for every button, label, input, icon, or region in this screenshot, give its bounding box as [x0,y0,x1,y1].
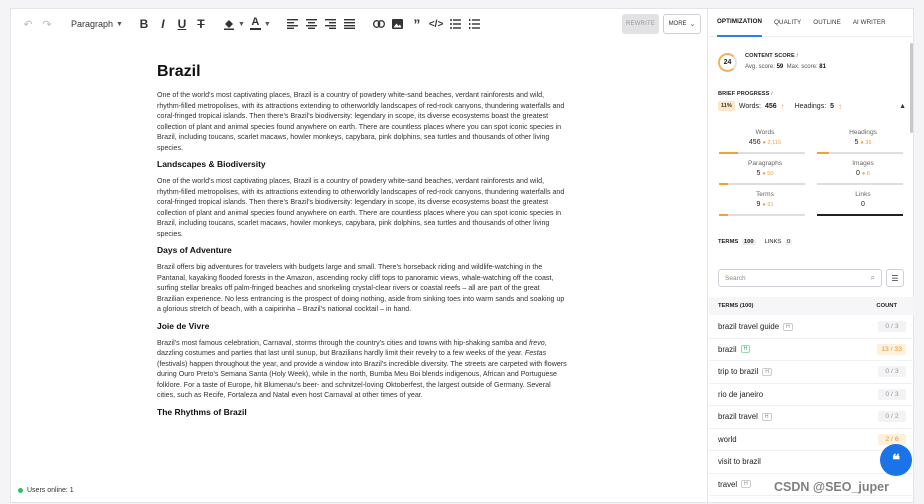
align-right-button[interactable] [322,13,340,35]
term-count: 0 / 3 [878,389,906,400]
underline-button[interactable]: U [177,17,187,31]
stat-paragraphs: Paragraphs 5 ● 50 [718,157,812,188]
chat-support-button[interactable] [880,444,912,476]
info-icon: / [796,53,799,59]
list-item[interactable]: world 2 / 6 [709,429,915,452]
heading-tag: H [762,368,772,376]
paragraph-adventure[interactable]: Brazil offers big adventures for travelers with budgets large and small. There’s horseback riding and wildlife-watching in the Pantanal, kayaking flooded forests in the Amazon, ascending rocky cliff tops to panoramic views, whale-watching off the coast, surfing stellar breaks off palm-fringed beaches and snorkeling crystal-clear rivers or coastal reefs – all are part of the great Brazilian experience. No less entrancing is the prospect of doing nothing, aside from sinking toes into warm sands and soaking up a glorious stretch of beach, with a caipirinha – Brazil’s national cocktail – in hand. [157,263,565,313]
align-left-button[interactable] [284,13,302,35]
strikethrough-button[interactable]: T [197,17,205,31]
quote-icon: ” [413,16,421,32]
code-button[interactable] [427,13,445,35]
bold-button[interactable]: B [139,17,149,31]
blockquote-button[interactable] [408,13,426,35]
search-icon: ⌕ [870,273,875,282]
tab-quality[interactable]: QUALITY [774,19,802,26]
paint-bucket-icon [223,18,235,30]
stat-images: Images 0 ● 6 [816,157,910,188]
stat-progress-bar [719,214,805,216]
chevron-down-icon: ▼ [237,20,245,28]
text-color-button[interactable]: A ▼ [251,16,271,28]
stat-headings: Headings 5 ● 36 [816,126,910,157]
heading-tag: H [783,323,793,331]
arrow-up-icon: ↑ [838,101,843,111]
insert-link-button[interactable] [370,13,388,35]
align-center-button[interactable] [303,13,321,35]
numbered-list-button[interactable] [465,13,483,35]
align-justify-icon [344,19,355,29]
code-icon: </> [428,18,444,30]
info-icon: / [771,91,773,97]
align-left-icon [287,19,298,29]
list-item[interactable]: visit to brazil [709,451,915,474]
term-count: 0 / 3 [878,321,906,332]
term-count: 0 / 2 [878,411,906,422]
content-score: 24 CONTENT SCORE / Avg. score: 59 Max. score: 81 [718,51,826,73]
stat-progress-bar [817,183,903,185]
list-item[interactable]: travel H [709,474,915,497]
document-content[interactable] [157,63,567,424]
terms-links-tabs [718,239,792,245]
stat-terms: Terms 9 ● 91 [718,188,812,219]
panel-scrollbar[interactable] [910,43,913,133]
optimization-panel [709,9,915,504]
align-right-icon [325,19,336,29]
link-icon [373,20,385,28]
stat-progress-bar [817,152,903,154]
chevron-down-icon: ▼ [116,20,123,28]
highlight-color-button[interactable] [221,13,247,35]
list-item[interactable]: brazil travel H 0 / 2 [709,406,915,429]
heading-landscapes[interactable]: Landscapes & Biodiversity [157,159,266,169]
term-count: 13 / 33 [877,344,906,355]
align-justify-button[interactable] [341,13,359,35]
more-menu-button[interactable]: MORE ⌄ [663,14,701,34]
stat-progress-bar [719,183,805,185]
watermark: CSDN @SEO_juper [774,480,889,494]
list-item[interactable]: trip to brazil H 0 / 3 [709,361,915,384]
tab-terms[interactable]: TERMS 100 [718,239,754,245]
rewrite-button[interactable]: REWRITE [622,14,659,34]
brief-progress-summary[interactable]: 11% Words: 456 ↑ Headings: 5 ↑ ▲ [718,101,906,111]
stat-progress-bar [817,214,903,216]
chevron-down-icon: ▼ [263,20,271,28]
heading-tag: H [741,480,751,488]
stat-words: Words 456 ● 2,115 [718,126,812,157]
filter-button[interactable] [886,269,904,287]
chevron-down-icon: ⌄ [689,21,696,28]
brief-progress-label: BRIEF PROGRESS / [718,91,773,97]
redo-button[interactable]: ↷ [42,18,52,31]
align-center-icon [306,19,317,29]
stat-progress-bar [719,152,805,154]
brief-percent-badge: 11% [718,101,735,111]
document-title[interactable]: Brazil [157,63,201,80]
term-count: 2 / 6 [878,434,906,445]
tab-links[interactable]: LINKS 0 [764,239,791,245]
content-score-label: CONTENT SCORE / [745,53,799,59]
editor-toolbar [11,9,708,39]
paragraph-format-select[interactable]: Paragraph ▼ [71,19,123,29]
list-item[interactable]: rio de janeiro 0 / 3 [709,384,915,407]
arrow-up-icon: ↑ [780,101,785,111]
numbered-list-icon [469,19,480,29]
heading-joie-de-vivre[interactable]: Joie de Vivre [157,320,210,331]
heading-tag: H [741,345,751,353]
editor-pane [11,9,708,504]
heading-adventure[interactable]: Days of Adventure [157,245,232,255]
panel-tabs [709,9,915,37]
italic-button[interactable]: I [161,17,165,31]
bulleted-list-icon [450,19,461,29]
tab-optimization[interactable]: OPTIMIZATION [717,9,762,37]
terms-table-header: TERMS (100) COUNT [709,297,915,315]
score-ring: 24 [718,53,737,72]
chevron-up-icon[interactable]: ▲ [899,102,906,110]
image-icon [392,19,403,29]
chat-bubble-icon: ❝ [891,452,901,469]
paragraph-intro[interactable]: One of the world’s most captivating places, Brazil is a country of powdery white-sand beaches, verdant rainforests and wild, rhythm-filled metropolises, with its attractions extending to otherworldly landscapes of red-rock canyons, thundering waterfalls and coral-fringed tropical islands. Then there’s Brazil’s biodiversity: legendary in scope, its diverse ecosystems boast the greatest collection of plant and animal species found anywhere on earth. There are countless places where you can spot iconic species in Brazil, including toucans, scarlet macaws, howler monkeys, capybara, pink dolphins, sea turtles and thousands of other living species. [157,91,565,152]
terms-search-input[interactable]: Search ⌕ [718,269,882,287]
tab-outline[interactable]: OUTLINE [813,19,841,26]
users-online-status: Users online: 1 [18,487,74,494]
insert-image-button[interactable] [389,13,407,35]
heading-rhythms[interactable]: The Rhythms of Brazil [157,406,247,417]
heading-tag: H [762,413,772,421]
list-item[interactable]: brazil travel guide H 0 / 3 [709,316,915,339]
bulleted-list-button[interactable] [446,13,464,35]
sliders-icon: ☰ [891,273,899,283]
stat-links: Links 0 [816,188,910,219]
paragraph-landscapes[interactable]: One of the world’s most captivating places, Brazil is a country of powdery white-sand beaches, verdant rainforests and wild, rhythm-filled metropolises, with its attractions extending to otherworldly landscapes of red-rock canyons, thundering waterfalls and coral-fringed tropical islands. Then there’s Brazil’s biodiversity: legendary in scope, its diverse ecosystems boast the greatest collection of plant and animal species found anywhere on earth. There are countless places where you can spot iconic species in Brazil, including toucans, scarlet macaws, howler monkeys, capybara, pink dolphins, sea turtles and thousands of other living species. [157,177,565,238]
paragraph-joie-de-vivre[interactable]: Brazil’s most famous celebration, Carnaval, storms through the country’s cities and towns with hip-shaking samba and frevo, dazzling costumes and parties that last until sunup, but Brazilians hardly limit their revelry to a few weeks of the year. Festas (festivals) happen throughout the year, and provide a window into Brazil’s incredible diversity. The streets are carpeted with flowers during Ouro Preto’s Semana Santa (Holy Week), while in the north, Bumba Meu Boi blends indigenous, African and Portuguese folklore. For a taste of Europe, hit Blumenau’s beer- and schnitzel-loving Oktoberfest, the largest outside of Germany. Several cities, such as Recife, Fortaleza and Natal even host Carnaval at other times of year. [157,338,567,399]
undo-button[interactable]: ↶ [23,18,33,31]
list-item[interactable]: brazil H 13 / 33 [709,339,915,362]
term-count: 0 / 3 [878,366,906,377]
online-dot-icon [18,488,23,493]
app-window [10,8,914,503]
tab-ai-writer[interactable]: AI WRITER [852,19,886,26]
